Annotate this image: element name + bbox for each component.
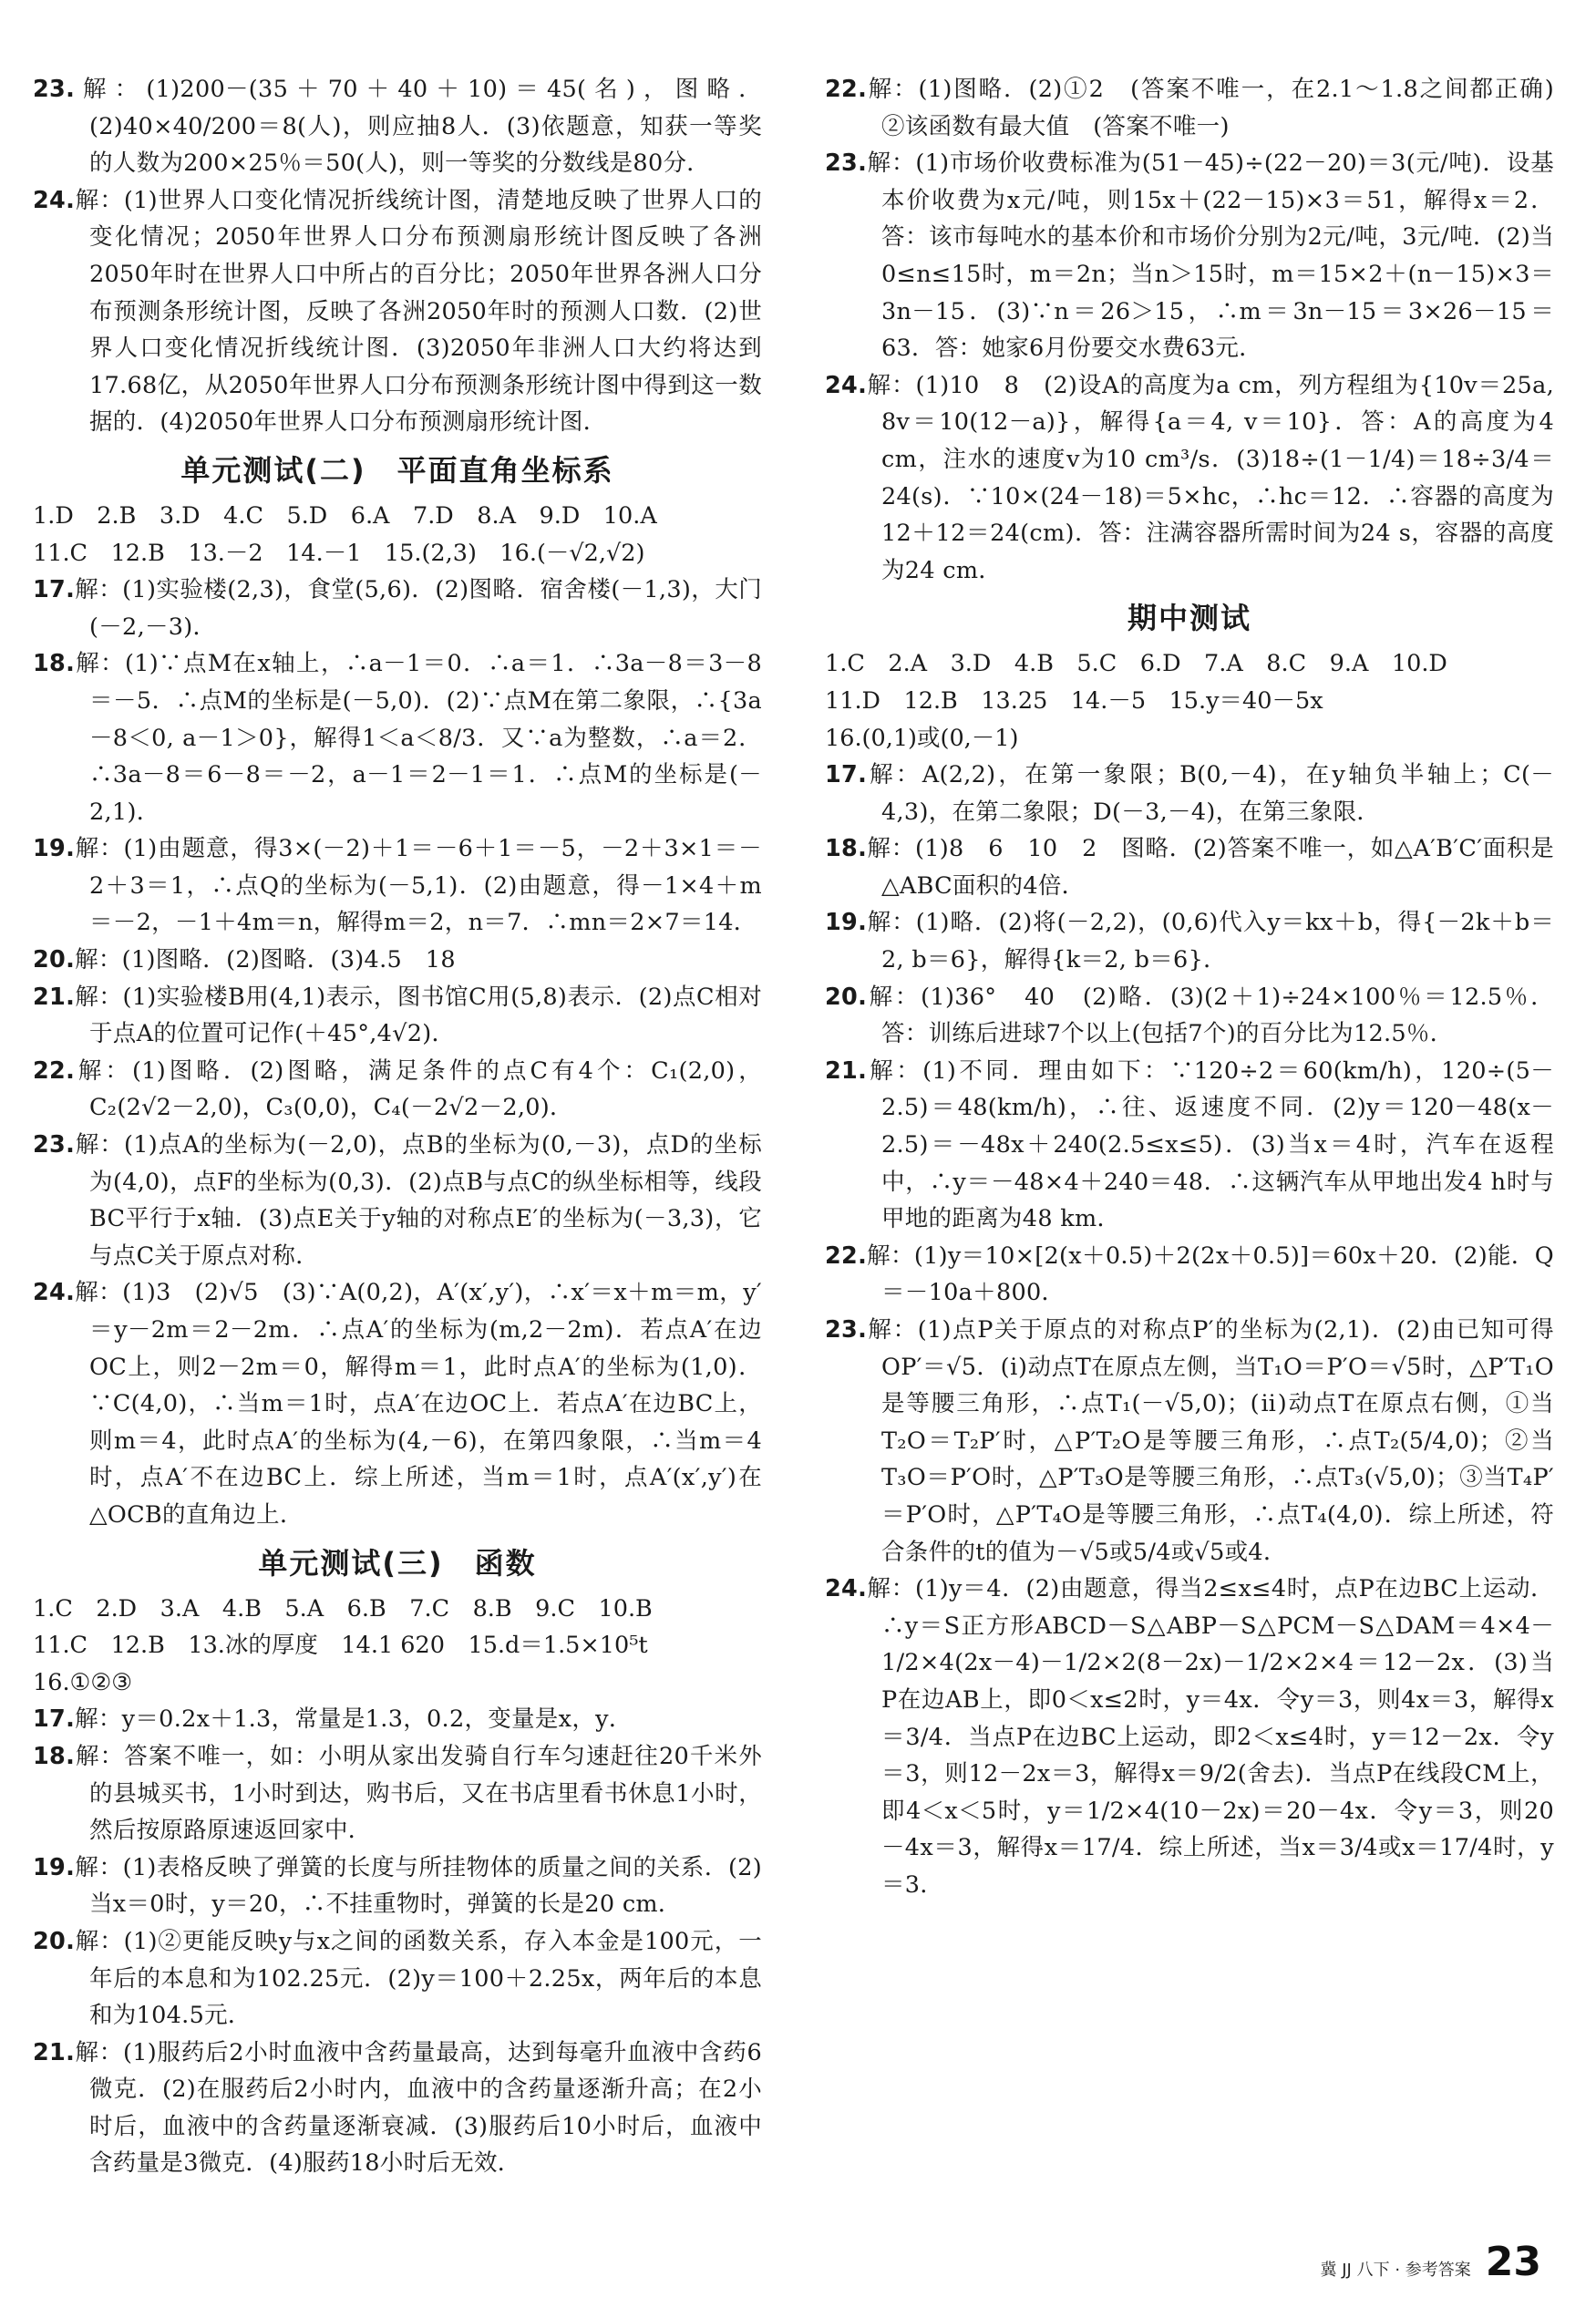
answer-item bbox=[825, 830, 1554, 904]
answer-item bbox=[33, 1053, 762, 1127]
answer-item bbox=[33, 2035, 762, 2182]
answer-item bbox=[33, 645, 762, 830]
answer-text: 解：(1)200－(35＋70＋40＋10)＝45(名)，图略．(2)40×40/200＝8(人)，则应抽8人．(3)依题意，知获一等奖的人数为200×25％＝50(人)，则一等奖的分数线是80分． bbox=[75, 76, 762, 178]
question-number: 20. bbox=[33, 1927, 76, 1955]
answer-item bbox=[33, 1701, 762, 1738]
answer-text: 解：(1)实验楼(2,3)，食堂(5,6)．(2)图略．宿舍楼(－1,3)，大门(－2,－3)． bbox=[75, 576, 762, 641]
question-number: 20. bbox=[33, 946, 76, 974]
page-number: 23 bbox=[1485, 2239, 1541, 2285]
question-number: 18. bbox=[33, 1742, 76, 1770]
answer-text: 解：(1)点A的坐标为(－2,0)，点B的坐标为(0,－3)，点D的坐标为(4,0)，点F的坐标为(0,3)．(2)点B与点C的纵坐标相等，线段BC平行于x轴．(3)点E关于y轴的对称点E′的坐标为(－3,3)，它与点C关于原点对称． bbox=[75, 1131, 762, 1270]
choice-answers-row: 16.(0,1)或(0,－1) bbox=[825, 724, 1019, 752]
question-number: 21. bbox=[33, 2038, 76, 2066]
answer-text: 解：(1)②更能反映y与x之间的函数关系，存入本金是100元，一年后的本息和为102.25元．(2)y＝100＋2.25x，两年后的本息和为104.5元． bbox=[75, 1927, 762, 2030]
answer-item bbox=[33, 1849, 762, 1923]
answer-text: 解：(1)y＝10×[2(x＋0.5)＋2(2x＋0.5)]＝60x＋20．(2)能．Q＝－10a＋800． bbox=[867, 1241, 1554, 1307]
answer-item bbox=[33, 572, 762, 645]
answer-item bbox=[825, 757, 1554, 830]
question-number: 17. bbox=[33, 576, 76, 604]
answer-item bbox=[825, 1053, 1554, 1238]
answer-item bbox=[825, 979, 1554, 1053]
answer-item bbox=[33, 182, 762, 441]
answer-text: 解：(1)世界人口变化情况折线统计图，清楚地反映了世界人口的变化情况；2050年世界人口分布预测扇形统计图反映了各洲2050年时在世界人口中所占的百分比；2050年世界各洲人口分布预测条形统计图，反映了各洲2050年时的预测人口数．(2)世界人口变化情况折线统计图．(3)2050年非洲人口大约将达到17.68亿，从2050年世界人口分布预测条形统计图中得到这一数据的．(4)2050年世界人口分布预测扇形统计图． bbox=[75, 186, 762, 437]
question-number: 21. bbox=[825, 1056, 868, 1085]
question-number: 23. bbox=[825, 1316, 868, 1344]
answer-text: 解：(1)图略．(2)①2 (答案不唯一，在2.1～1.8之间都正确) ②该函数有最大值 (答案不唯一) bbox=[867, 76, 1578, 140]
answer-text: 解：A(2,2)，在第一象限；B(0,－4)，在y轴负半轴上；C(－4,3)，在第二象限；D(－3,－4)，在第三象限． bbox=[867, 761, 1554, 826]
answer-text: 解：y＝0.2x＋1.3，常量是1.3，0.2，变量是x，y． bbox=[75, 1705, 633, 1734]
question-number: 20. bbox=[825, 983, 868, 1011]
question-number: 19. bbox=[33, 1853, 76, 1881]
answer-item bbox=[825, 367, 1554, 590]
answer-text: 解：答案不唯一，如：小明从家出发骑自行车匀速赶往20千米外的县城买书，1小时到达，购书后，又在书店里看书休息1小时，然后按原路原速返回家中． bbox=[75, 1742, 762, 1845]
answer-text: 解：(1)略．(2)将(－2,2)，(0,6)代入y＝kx＋b，得{－2k＋b＝2, b＝6}，解得{k＝2, b＝6}． bbox=[867, 909, 1554, 974]
answer-text: 解：(1)由题意，得3×(－2)＋1＝－6＋1＝－5，－2＋3×1＝－2＋3＝1，∴点Q的坐标为(－5,1)．(2)由题意，得－1×4＋m＝－2，－1＋4m＝n，解得m＝2，n＝7．∴mn＝2×7＝14． bbox=[75, 835, 762, 937]
answer-text: 解：(1)市场价收费标准为(51－45)÷(22－20)＝3(元/吨)．设基本价收费为x元/吨，则15x＋(22－15)×3＝51，解得x＝2．答：该市每吨水的基本价和市场价分别为2元/吨，3元/吨．(2)当0≤n≤15时，m＝2n；当n＞15时，m＝15×2＋(n－15)×3＝3n－15．(3)∵n＝26＞15，∴m＝3n－15＝3×26－15＝63．答：她家6月份要交水费63元． bbox=[867, 149, 1554, 363]
question-number: 18. bbox=[33, 650, 76, 678]
answer-item bbox=[825, 145, 1554, 367]
choice-answers-row: 1.D 2.B 3.D 4.C 5.D 6.A 7.D 8.A 9.D 10.A bbox=[33, 501, 657, 530]
choice-answers-row: 11.D 12.B 13.25 14.－5 15.y＝40－5x bbox=[825, 686, 1323, 715]
answer-item bbox=[33, 71, 762, 182]
left-column bbox=[33, 71, 762, 2182]
footer-label: 冀 JJ 八下 · 参考答案 bbox=[1320, 2261, 1471, 2280]
question-number: 18. bbox=[825, 835, 868, 863]
question-number: 23. bbox=[33, 1131, 76, 1159]
question-number: 17. bbox=[825, 761, 868, 789]
question-number: 19. bbox=[33, 835, 76, 863]
answer-item bbox=[33, 1127, 762, 1274]
section-title: 单元测试(三) 函数 bbox=[258, 1545, 537, 1581]
answer-text: 解：(1)36° 40 (2)略．(3)(2＋1)÷24×100％＝12.5％．答：训练后进球7个以上(包括7个)的百分比为12.5％． bbox=[867, 983, 1554, 1048]
question-number: 24. bbox=[33, 1279, 76, 1307]
question-number: 19. bbox=[825, 909, 868, 937]
question-number: 22. bbox=[33, 1056, 76, 1085]
answer-text: 解：(1)8 6 10 2 图略．(2)答案不唯一，如△A′B′C′面积是△ABC面积的4倍． bbox=[867, 835, 1554, 900]
answer-item bbox=[33, 1923, 762, 2035]
section-title: 期中测试 bbox=[1127, 601, 1251, 636]
answer-text: 解：(1)服药后2小时血液中含药量最高，达到每毫升血液中含药6微克．(2)在服药后2小时内，血液中的含药量逐渐升高；在2小时后，血液中的含药量逐渐衰减．(3)服药后10小时后，血液中含药量是3微克．(4)服药18小时后无效． bbox=[75, 2038, 762, 2178]
answer-text: 解：(1)10 8 (2)设A的高度为a cm，列方程组为{10v＝25a, 8v＝10(12－a)}，解得{a＝4, v＝10}．答：A的高度为4 cm，注水的速度v为10 cm³/s．(3)18÷(1－1/4)＝18÷3/4＝24(s)．∵10×(24－18)＝5×hc，∴hc＝12．∴容器的高度为12＋12＝24(cm)．答：注满容器所需时间为24 s，容器的高度为24 cm． bbox=[867, 371, 1554, 584]
answer-item bbox=[33, 1738, 762, 1849]
section-title: 单元测试(二) 平面直角坐标系 bbox=[180, 452, 614, 488]
answer-text: 解：(1)图略．(2)图略，满足条件的点C有4个：C₁(2,0)，C₂(2√2－2,0)，C₃(0,0)，C₄(－2√2－2,0)． bbox=[75, 1056, 762, 1122]
choice-answers-row: 11.C 12.B 13.－2 14.－1 15.(2,3) 16.(－√2,√2) bbox=[33, 539, 645, 567]
question-number: 23. bbox=[33, 76, 76, 103]
answer-item bbox=[825, 904, 1554, 978]
answer-item bbox=[33, 1274, 762, 1533]
question-number: 21. bbox=[33, 983, 76, 1011]
answer-item bbox=[825, 1312, 1554, 1571]
answer-text: 解：(1)点P关于原点的对称点P′的坐标为(2,1)．(2)由已知可得OP′＝√5．(ⅰ)动点T在原点左侧，当T₁O＝P′O＝√5时，△P′T₁O是等腰三角形，∴点T₁(－√5,0)；(ⅱ)动点T在原点右侧，①当T₂O＝T₂P′时，△P′T₂O是等腰三角形，∴点T₂(5/4,0)；②当T₃O＝P′O时，△P′T₃O是等腰三角形，∴点T₃(√5,0)；③当T₄P′＝P′O时，△P′T₄O是等腰三角形，∴点T₄(4,0)．综上所述，符合条件的t的值为－√5或5/4或√5或4． bbox=[867, 1316, 1554, 1566]
choice-answers-row: 1.C 2.D 3.A 4.B 5.A 6.B 7.C 8.B 9.C 10.B bbox=[33, 1594, 653, 1623]
choice-answers-row: 16.①②③ bbox=[33, 1668, 133, 1696]
question-number: 24. bbox=[825, 371, 868, 399]
answer-text: 解：(1)3 (2)√5 (3)∵A(0,2)，A′(x′,y′)，∴x′＝x＋m＝m，y′＝y－2m＝2－2m．∴点A′的坐标为(m,2－2m)．若点A′在边OC上，则2－2m＝0，解得m＝1，此时点A′的坐标为(1,0)．∵C(4,0)，∴当m＝1时，点A′在边OC上．若点A′在边BC上，则m＝4，此时点A′的坐标为(4,－6)，在第四象限，∴当m＝4时，点A′不在边BC上．综上所述，当m＝1时，点A′(x′,y′)在△OCB的直角边上． bbox=[75, 1279, 762, 1529]
answer-text: 解：(1)图略．(2)图略．(3)4.5 18 bbox=[75, 946, 456, 974]
answer-item bbox=[825, 1238, 1554, 1312]
answer-text: 解：(1)实验楼B用(4,1)表示，图书馆C用(5,8)表示．(2)点C相对于点A的位置可记作(＋45°,4√2)． bbox=[75, 983, 762, 1048]
page-footer bbox=[1321, 2239, 1541, 2285]
question-number: 24. bbox=[825, 1575, 868, 1603]
question-number: 22. bbox=[825, 76, 868, 103]
question-number: 23. bbox=[825, 149, 868, 178]
answer-item bbox=[33, 830, 762, 942]
question-number: 17. bbox=[33, 1705, 76, 1734]
answer-text: 解：(1)y＝4．(2)由题意，得当2≤x≤4时，点P在边BC上运动．∴y＝S正方形ABCD－S△ABP－S△PCM－S△DAM＝4×4－1/2×4(2x－4)－1/2×2(8－2x)－1/2×2×4＝12－2x．(3)当P在边AB上，即0＜x≤2时，y＝4x．令y＝3，则4x＝3，解得x＝3/4．当点P在边BC上运动，即2＜x≤4时，y＝12－2x．令y＝3，则12－2x＝3，解得x＝9/2(舍去)．当点P在线段CM上，即4＜x＜5时，y＝1/2×4(10－2x)＝20－4x．令y＝3，则20－4x＝3，解得x＝17/4．综上所述，当x＝3/4或x＝17/4时，y＝3． bbox=[867, 1575, 1554, 1899]
choice-answers-row: 11.C 12.B 13.冰的厚度 14.1 620 15.d＝1.5×10⁵t bbox=[33, 1632, 648, 1660]
answer-text: 解：(1)表格反映了弹簧的长度与所挂物体的质量之间的关系．(2)当x＝0时，y＝20，∴不挂重物时，弹簧的长是20 cm． bbox=[75, 1853, 762, 1919]
answer-text: 解：(1)∵点M在x轴上，∴a－1＝0．∴a＝1．∴3a－8＝3－8＝－5．∴点M的坐标是(－5,0)．(2)∵点M在第二象限，∴{3a－8＜0, a－1＞0}，解得1＜a＜8/3．又∵a为整数，∴a＝2．∴3a－8＝6－8＝－2，a－1＝2－1＝1．∴点M的坐标是(－2,1)． bbox=[75, 650, 762, 826]
choice-answers-row: 1.C 2.A 3.D 4.B 5.C 6.D 7.A 8.C 9.A 10.D bbox=[825, 650, 1447, 678]
question-number: 24. bbox=[33, 186, 76, 214]
answer-item bbox=[825, 71, 1578, 145]
answer-text: 解：(1)不同．理由如下：∵120÷2＝60(km/h)，120÷(5－2.5)＝48(km/h)，∴往、返速度不同．(2)y＝120－48(x－2.5)＝－48x＋240(2.5≤x≤5)．(3)当x＝4时，汽车在返程中，∴y＝－48×4＋240＝48．∴这辆汽车从甲地出发4 h时与甲地的距离为48 km． bbox=[867, 1056, 1554, 1233]
right-column bbox=[825, 71, 1578, 1904]
answer-item bbox=[825, 1571, 1554, 1903]
question-number: 22. bbox=[825, 1241, 868, 1270]
answer-item bbox=[33, 942, 762, 979]
answer-item bbox=[33, 979, 762, 1053]
